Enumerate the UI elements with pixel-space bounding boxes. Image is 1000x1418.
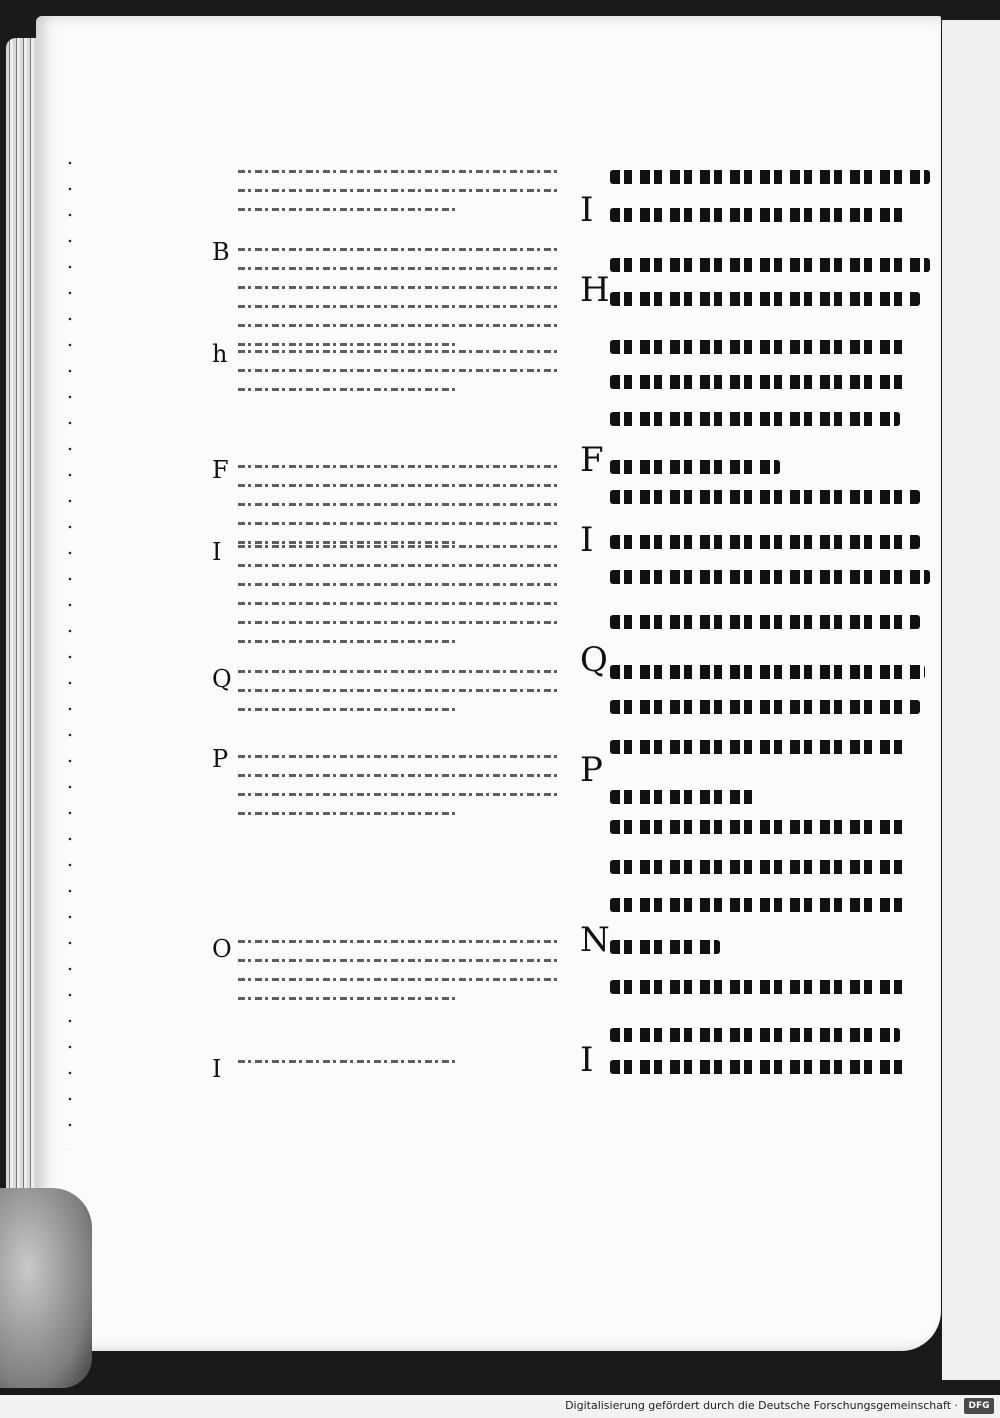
commentary-line bbox=[238, 774, 558, 777]
psalm-text-line bbox=[610, 208, 910, 222]
main-initial: I bbox=[580, 520, 594, 560]
psalm-text-line bbox=[610, 1028, 900, 1042]
main-initial: Q bbox=[580, 640, 608, 680]
psalm-text-line bbox=[610, 340, 910, 354]
main-initial: P bbox=[580, 750, 603, 790]
psalm-text-line bbox=[610, 740, 910, 754]
commentary-line bbox=[238, 755, 558, 758]
commentary-initial: P bbox=[212, 745, 229, 773]
commentary-column bbox=[212, 160, 584, 1100]
facing-page bbox=[942, 20, 1000, 1380]
commentary-line bbox=[238, 545, 558, 548]
psalm-text-line bbox=[610, 700, 920, 714]
commentary-line bbox=[238, 621, 558, 624]
pricking-holes bbox=[68, 150, 72, 1150]
psalm-text-line bbox=[610, 490, 920, 504]
psalm-text-line bbox=[610, 615, 920, 629]
commentary-initial: B bbox=[212, 238, 230, 266]
main-initial: I bbox=[580, 1040, 594, 1080]
commentary-line bbox=[238, 564, 558, 567]
psalm-text-line bbox=[610, 460, 780, 474]
dfg-logo: DFG bbox=[964, 1398, 994, 1414]
psalm-text-line bbox=[610, 820, 910, 834]
psalm-text-line bbox=[610, 1060, 910, 1074]
commentary-line bbox=[238, 670, 558, 673]
psalm-text-line bbox=[610, 980, 910, 994]
psalm-text-line bbox=[610, 412, 900, 426]
commentary-line bbox=[238, 189, 558, 192]
main-initial: H bbox=[580, 270, 610, 310]
commentary-line bbox=[238, 503, 558, 506]
psalm-text-line bbox=[610, 860, 910, 874]
commentary-line bbox=[238, 286, 558, 289]
main-initial: N bbox=[580, 920, 610, 960]
psalm-text-line bbox=[610, 292, 920, 306]
commentary-line bbox=[238, 350, 558, 353]
commentary-initial: I bbox=[212, 1055, 222, 1083]
commentary-initial: h bbox=[212, 340, 228, 368]
psalm-text-line bbox=[610, 665, 925, 679]
commentary-initial: I bbox=[212, 538, 222, 566]
commentary-line bbox=[238, 602, 558, 605]
commentary-line bbox=[238, 640, 458, 643]
commentary-line bbox=[238, 959, 558, 962]
funding-notice: Digitalisierung gefördert durch die Deutsche Forschungsgemeinschaft · bbox=[565, 1399, 958, 1412]
commentary-initial: O bbox=[212, 935, 232, 963]
commentary-line bbox=[238, 388, 458, 391]
commentary-line bbox=[238, 170, 558, 173]
hand-holding-page bbox=[0, 1188, 92, 1388]
commentary-line bbox=[238, 484, 558, 487]
commentary-line bbox=[238, 522, 558, 525]
commentary-line bbox=[238, 812, 458, 815]
commentary-line bbox=[238, 583, 558, 586]
commentary-initial: F bbox=[212, 456, 229, 484]
psalm-text-line bbox=[610, 535, 920, 549]
commentary-line bbox=[238, 978, 558, 981]
psalm-text-line bbox=[610, 170, 930, 184]
commentary-line bbox=[238, 1060, 458, 1063]
commentary-line bbox=[238, 793, 558, 796]
psalm-text-line bbox=[610, 375, 910, 389]
commentary-line bbox=[238, 465, 558, 468]
commentary-line bbox=[238, 248, 558, 251]
commentary-initial: Q bbox=[212, 665, 232, 693]
commentary-line bbox=[238, 208, 458, 211]
commentary-line bbox=[238, 708, 458, 711]
main-initial: I bbox=[580, 190, 594, 230]
psalm-text-line bbox=[610, 790, 760, 804]
commentary-line bbox=[238, 940, 558, 943]
psalm-text-column bbox=[580, 160, 937, 1100]
psalm-text-line bbox=[610, 258, 930, 272]
commentary-line bbox=[238, 689, 558, 692]
main-initial: F bbox=[580, 440, 604, 480]
commentary-line bbox=[238, 541, 458, 544]
commentary-line bbox=[238, 343, 458, 346]
commentary-line bbox=[238, 324, 558, 327]
commentary-line bbox=[238, 369, 558, 372]
footer-banner bbox=[0, 1395, 1000, 1418]
commentary-line bbox=[238, 305, 558, 308]
commentary-line bbox=[238, 267, 558, 270]
psalm-text-line bbox=[610, 570, 930, 584]
psalm-text-line bbox=[610, 898, 910, 912]
commentary-line bbox=[238, 997, 458, 1000]
psalm-text-line bbox=[610, 940, 720, 954]
